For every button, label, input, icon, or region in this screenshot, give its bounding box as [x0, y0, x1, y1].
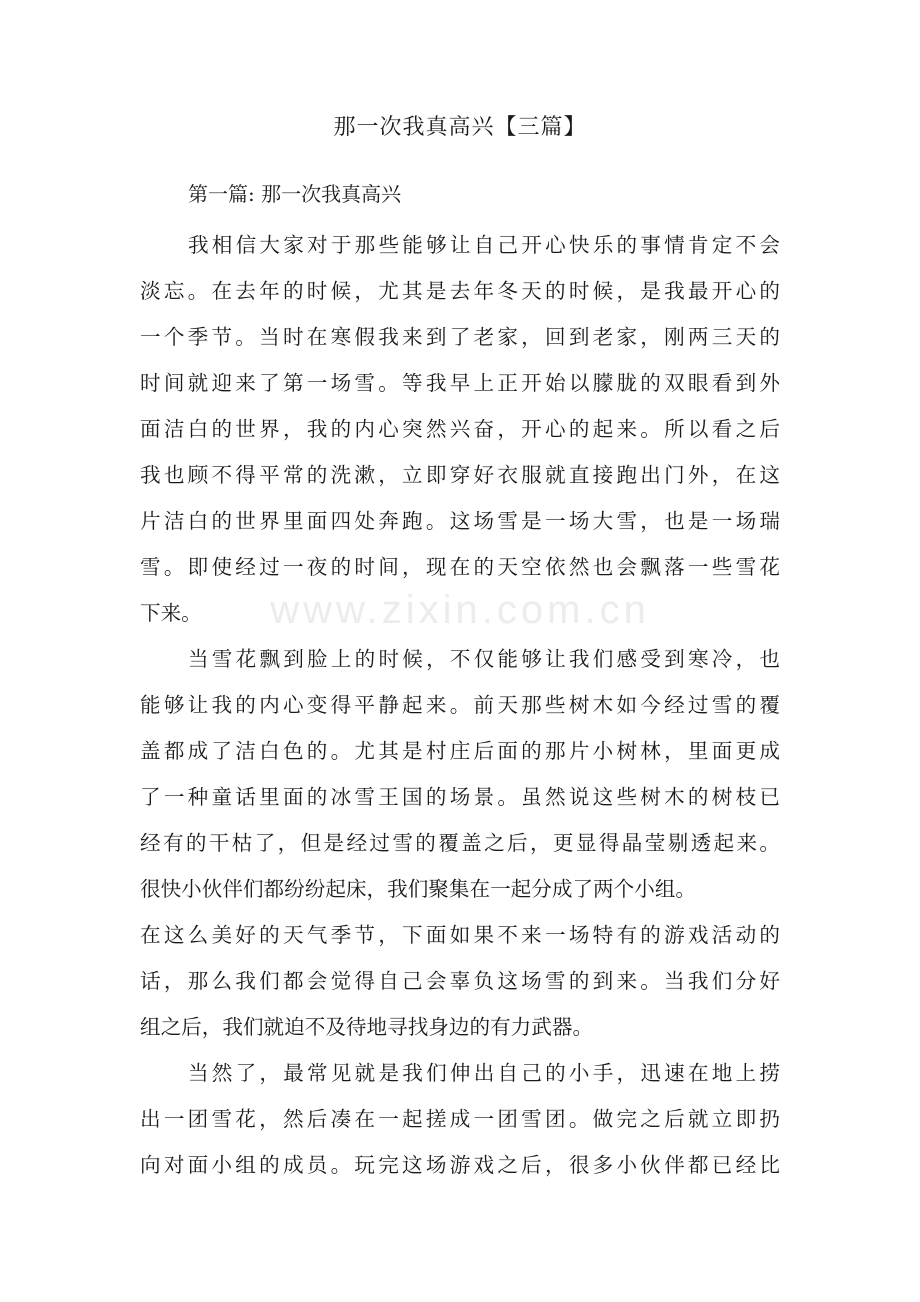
text-line: 当然了，最常见就是我们伸出自己的小手，迅速在地上捞: [188, 1061, 780, 1085]
text-line: 下来。: [140, 601, 202, 625]
text-line: 雪。即使经过一夜的时间，现在的天空依然也会飘落一些雪花: [140, 555, 780, 579]
body-text: [140, 222, 780, 1188]
text-line: 在这么美好的天气季节，下面如果不来一场特有的游戏活动的: [140, 923, 780, 947]
section-heading: 第一篇: 那一次我真高兴: [188, 182, 402, 206]
watermark: www.zixin.com.cn: [270, 588, 650, 632]
text-line: 当雪花飘到脸上的时候，不仅能够让我们感受到寒冷，也: [188, 647, 780, 671]
text-line: 了一种童话里面的冰雪王国的场景。虽然说这些树木的树枝已: [140, 785, 780, 809]
text-line: 出一团雪花，然后凑在一起搓成一团雪团。做完之后就立即扔: [140, 1107, 780, 1131]
text-line: 向对面小组的成员。玩完这场游戏之后，很多小伙伴都已经比: [140, 1153, 780, 1177]
text-line: 我相信大家对于那些能够让自己开心快乐的事情肯定不会: [188, 233, 780, 257]
document-title: 那一次我真高兴【三篇】: [333, 115, 587, 140]
text-line: 很快小伙伴们都纷纷起床，我们聚集在一起分成了两个小组。: [140, 877, 697, 901]
text-line: 时间就迎来了第一场雪。等我早上正开始以朦胧的双眼看到外: [140, 371, 780, 395]
text-line: 能够让我的内心变得平静起来。前天那些树木如今经过雪的覆: [140, 693, 780, 717]
text-line: 淡忘。在去年的时候，尤其是去年冬天的时候，是我最开心的: [140, 279, 780, 303]
text-line: 经有的干枯了，但是经过雪的覆盖之后，更显得晶莹剔透起来。: [140, 831, 780, 855]
text-line: 我也顾不得平常的洗漱，立即穿好衣服就直接跑出门外，在这: [140, 463, 780, 487]
text-line: 面洁白的世界，我的内心突然兴奋，开心的起来。所以看之后: [140, 417, 780, 441]
text-line: 组之后，我们就迫不及待地寻找身边的有力武器。: [140, 1015, 594, 1039]
text-line: 一个季节。当时在寒假我来到了老家，回到老家，刚两三天的: [140, 325, 780, 349]
text-line: 片洁白的世界里面四处奔跑。这场雪是一场大雪，也是一场瑞: [140, 509, 780, 533]
text-line: 盖都成了洁白色的。尤其是村庄后面的那片小树林，里面更成: [140, 739, 780, 763]
text-line: 话，那么我们都会觉得自己会辜负这场雪的到来。当我们分好: [140, 969, 780, 993]
